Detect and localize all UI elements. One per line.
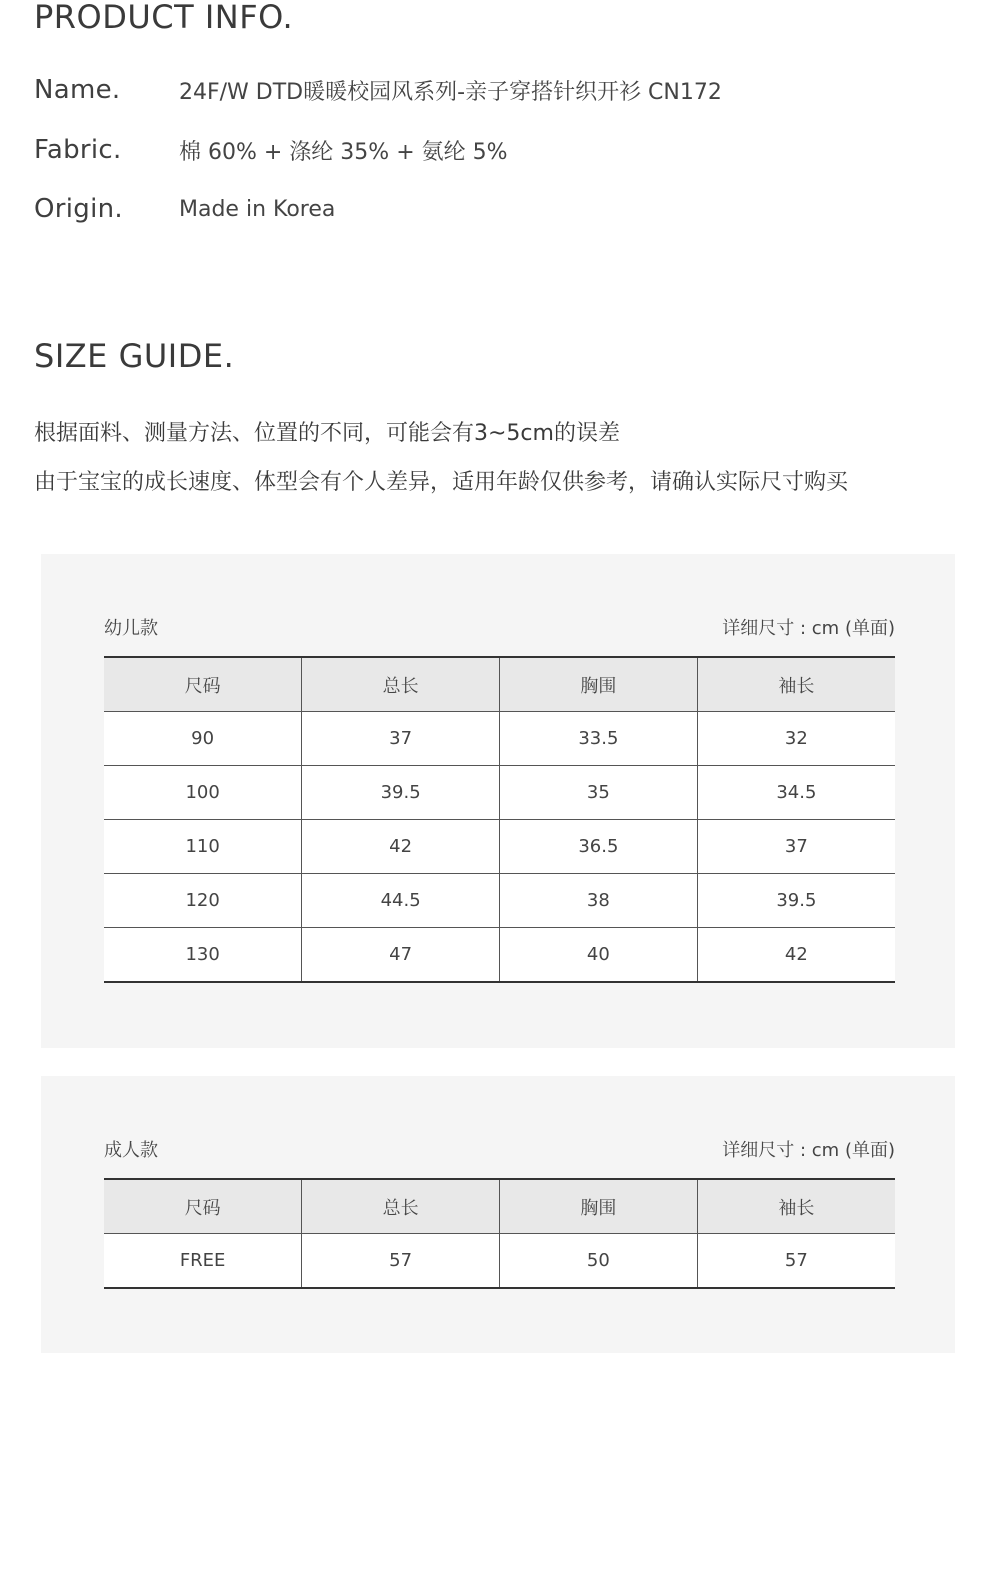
header-length: 总长 xyxy=(302,657,500,712)
cell-size: 120 xyxy=(104,874,302,928)
cell-length: 47 xyxy=(302,928,500,983)
table-row xyxy=(104,1234,895,1289)
header-chest: 胸围 xyxy=(500,1179,698,1234)
cell-sleeve: 34.5 xyxy=(697,766,895,820)
table-row xyxy=(104,874,895,928)
cell-length: 37 xyxy=(302,712,500,766)
header-chest: 胸围 xyxy=(500,657,698,712)
info-label-fabric: Fabric. xyxy=(34,135,122,165)
header-sleeve: 袖长 xyxy=(697,657,895,712)
header-sleeve: 袖长 xyxy=(697,1179,895,1234)
cell-sleeve: 37 xyxy=(697,820,895,874)
header-size: 尺码 xyxy=(104,657,302,712)
cell-chest: 33.5 xyxy=(500,712,698,766)
table-row xyxy=(104,820,895,874)
cell-size: 100 xyxy=(104,766,302,820)
cell-size: FREE xyxy=(179,1250,226,1271)
info-value-fabric: 棉 60% + 涤纶 35% + 氨纶 5% xyxy=(179,139,508,165)
cell-length: 44.5 xyxy=(302,874,500,928)
cell-length: 39.5 xyxy=(302,766,500,820)
table-row xyxy=(104,712,895,766)
kids-size-table xyxy=(104,656,895,983)
cell-sleeve: 39.5 xyxy=(697,874,895,928)
header-length: 总长 xyxy=(302,1179,500,1234)
cell-sleeve: 57 xyxy=(697,1234,895,1289)
cell-chest: 38 xyxy=(500,874,698,928)
cell-length: 42 xyxy=(302,820,500,874)
product-info-title: PRODUCT INFO. xyxy=(34,0,294,36)
info-row-name xyxy=(34,70,934,110)
adult-size-table xyxy=(104,1178,895,1289)
kids-size-panel xyxy=(41,554,955,1048)
cell-chest: 50 xyxy=(500,1234,698,1289)
cell-chest: 36.5 xyxy=(500,820,698,874)
header-size: 尺码 xyxy=(104,1179,302,1234)
size-note-1: 根据面料、测量方法、位置的不同，可能会有3~5cm的误差 xyxy=(34,421,620,446)
kids-table-caption: 幼儿款 xyxy=(104,618,158,639)
size-note-2: 由于宝宝的成长速度、体型会有个人差异，适用年龄仅供参考，请确认实际尺寸购买 xyxy=(34,470,849,495)
info-value-name: 24F/W DTD暖暖校园风系列-亲子穿搭针织开衫 CN172 xyxy=(179,79,722,105)
cell-size: 110 xyxy=(104,820,302,874)
info-label-name: Name. xyxy=(34,75,121,105)
table-row xyxy=(104,766,895,820)
kids-table-unit: 详细尺寸 : cm (单面) xyxy=(722,618,895,639)
cell-chest: 40 xyxy=(500,928,698,983)
table-header-row xyxy=(104,1179,895,1234)
cell-length: 57 xyxy=(302,1234,500,1289)
info-value-origin: Made in Korea xyxy=(179,196,336,222)
cell-sleeve: 32 xyxy=(697,712,895,766)
size-guide-title: SIZE GUIDE. xyxy=(34,337,235,375)
adult-size-panel xyxy=(41,1076,955,1353)
table-header-row xyxy=(104,657,895,712)
cell-chest: 35 xyxy=(500,766,698,820)
cell-size: 90 xyxy=(104,712,302,766)
cell-size: 130 xyxy=(185,944,220,965)
info-label-origin: Origin. xyxy=(34,194,123,224)
adult-table-unit: 详细尺寸 : cm (单面) xyxy=(722,1140,895,1161)
cell-sleeve: 42 xyxy=(697,928,895,983)
adult-table-caption: 成人款 xyxy=(104,1140,158,1161)
info-row-fabric xyxy=(34,130,934,170)
table-row xyxy=(104,928,895,983)
info-row-origin xyxy=(34,189,934,229)
